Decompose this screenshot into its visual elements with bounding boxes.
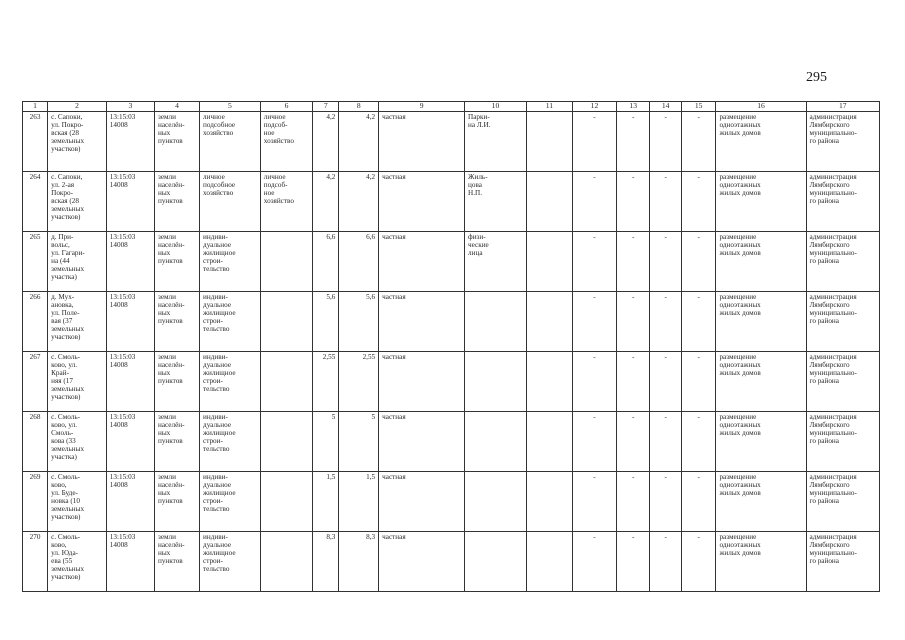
cell-authority: администрация Лямбирского муниципально- го района bbox=[806, 352, 879, 412]
cell-col-11 bbox=[526, 172, 572, 232]
cell-cadastral-quarter: 13:15:03 14008 bbox=[106, 172, 154, 232]
cell-cadastral-quarter: 13:15:03 14008 bbox=[106, 472, 154, 532]
cell-location: с. Смоль- ково, ул. Буде- новка (10 земельных участков) bbox=[48, 472, 107, 532]
cell-permitted-use: индиви- дуальное жилищное строи- тельство bbox=[200, 472, 261, 532]
cell-purpose: размещение одноэтажных жилых домов bbox=[716, 352, 806, 412]
table-row bbox=[23, 112, 880, 172]
cell-area-free: 2,55 bbox=[339, 352, 379, 412]
cell-actual-use bbox=[260, 232, 312, 292]
cell-actual-use bbox=[260, 532, 312, 592]
cell-col-13: - bbox=[616, 352, 650, 412]
cell-number: 264 bbox=[23, 172, 48, 232]
cell-permitted-use: индиви- дуальное жилищное строи- тельство bbox=[200, 352, 261, 412]
cell-col-11 bbox=[526, 472, 572, 532]
cell-number: 265 bbox=[23, 232, 48, 292]
cell-permitted-use: индиви- дуальное жилищное строи- тельство bbox=[200, 412, 261, 472]
cell-col-11 bbox=[526, 292, 572, 352]
cell-col-13: - bbox=[616, 112, 650, 172]
cell-cadastral-quarter: 13:15:03 14008 bbox=[106, 112, 154, 172]
cell-permitted-use: индиви- дуальное жилищное строи- тельство bbox=[200, 532, 261, 592]
table-header bbox=[23, 102, 880, 112]
cell-area-free: 1,5 bbox=[339, 472, 379, 532]
cell-location: д. Мух- ановка, ул. Поле- вая (37 земельных участков) bbox=[48, 292, 107, 352]
page-number: 295 bbox=[806, 70, 827, 85]
cell-permitted-use: индиви- дуальное жилищное строи- тельство bbox=[200, 232, 261, 292]
cell-land-category: земли населён- ных пунктов bbox=[154, 472, 199, 532]
cell-purpose: размещение одноэтажных жилых домов bbox=[716, 472, 806, 532]
cell-col-11 bbox=[526, 232, 572, 292]
cell-purpose: размещение одноэтажных жилых домов bbox=[716, 412, 806, 472]
cell-purpose: размещение одноэтажных жилых домов bbox=[716, 292, 806, 352]
cell-cadastral-quarter: 13:15:03 14008 bbox=[106, 412, 154, 472]
cell-land-category: земли населён- ных пунктов bbox=[154, 112, 199, 172]
header-cell-8: 8 bbox=[339, 102, 379, 112]
cell-area: 5,6 bbox=[313, 292, 339, 352]
cell-col-15: - bbox=[681, 412, 716, 472]
header-cell-2: 2 bbox=[48, 102, 107, 112]
cell-col-15: - bbox=[681, 112, 716, 172]
cell-col-15: - bbox=[681, 292, 716, 352]
cell-location: с. Сапоки, ул. Покро- вская (28 земельных участков) bbox=[48, 112, 107, 172]
cell-actual-use bbox=[260, 412, 312, 472]
cell-col-11 bbox=[526, 412, 572, 472]
cell-area: 2,55 bbox=[313, 352, 339, 412]
land-plots-table bbox=[22, 101, 880, 592]
cell-number: 270 bbox=[23, 532, 48, 592]
cell-col-15: - bbox=[681, 472, 716, 532]
cell-authority: администрация Лямбирского муниципально- го района bbox=[806, 292, 879, 352]
cell-ownership: частная bbox=[379, 232, 465, 292]
cell-permitted-use: личное подсобное хозяйство bbox=[200, 112, 261, 172]
table-row bbox=[23, 472, 880, 532]
cell-land-category: земли населён- ных пунктов bbox=[154, 532, 199, 592]
cell-area-free: 6,6 bbox=[339, 232, 379, 292]
table-row bbox=[23, 232, 880, 292]
cell-owner bbox=[465, 352, 527, 412]
table-row bbox=[23, 292, 880, 352]
cell-area-free: 5,6 bbox=[339, 292, 379, 352]
cell-number: 269 bbox=[23, 472, 48, 532]
cell-ownership: частная bbox=[379, 292, 465, 352]
cell-number: 268 bbox=[23, 412, 48, 472]
cell-cadastral-quarter: 13:15:03 14008 bbox=[106, 532, 154, 592]
cell-col-15: - bbox=[681, 532, 716, 592]
cell-ownership: частная bbox=[379, 412, 465, 472]
header-cell-12: 12 bbox=[572, 102, 616, 112]
cell-col-13: - bbox=[616, 532, 650, 592]
cell-land-category: земли населён- ных пунктов bbox=[154, 232, 199, 292]
cell-land-category: земли населён- ных пунктов bbox=[154, 172, 199, 232]
table-row bbox=[23, 172, 880, 232]
cell-col-12: - bbox=[572, 472, 616, 532]
cell-authority: администрация Лямбирского муниципально- го района bbox=[806, 412, 879, 472]
cell-location: с. Смоль- ково, ул. Юда- ева (55 земельных участков) bbox=[48, 532, 107, 592]
cell-owner: Жиль- цова Н.П. bbox=[465, 172, 527, 232]
cell-col-14: - bbox=[650, 172, 681, 232]
cell-col-14: - bbox=[650, 112, 681, 172]
table-row bbox=[23, 532, 880, 592]
cell-area: 4,2 bbox=[313, 172, 339, 232]
table-row bbox=[23, 352, 880, 412]
cell-col-14: - bbox=[650, 232, 681, 292]
cell-number: 263 bbox=[23, 112, 48, 172]
cell-col-11 bbox=[526, 352, 572, 412]
cell-actual-use bbox=[260, 472, 312, 532]
cell-authority: администрация Лямбирского муниципально- го района bbox=[806, 532, 879, 592]
cell-col-14: - bbox=[650, 352, 681, 412]
cell-ownership: частная bbox=[379, 352, 465, 412]
cell-owner bbox=[465, 532, 527, 592]
header-cell-11: 11 bbox=[526, 102, 572, 112]
table-row bbox=[23, 412, 880, 472]
cell-authority: администрация Лямбирского муниципально- го района bbox=[806, 472, 879, 532]
header-cell-15: 15 bbox=[681, 102, 716, 112]
cell-location: с. Сапоки, ул. 2-ая Покро- вская (28 земельных участков) bbox=[48, 172, 107, 232]
cell-authority: администрация Лямбирского муниципально- го района bbox=[806, 172, 879, 232]
cell-actual-use: личное подсоб- ное хозяйство bbox=[260, 172, 312, 232]
cell-area-free: 5 bbox=[339, 412, 379, 472]
cell-permitted-use: индиви- дуальное жилищное строи- тельство bbox=[200, 292, 261, 352]
cell-actual-use: личное подсоб- ное хозяйство bbox=[260, 112, 312, 172]
cell-col-13: - bbox=[616, 292, 650, 352]
cell-col-14: - bbox=[650, 292, 681, 352]
cell-area-free: 8,3 bbox=[339, 532, 379, 592]
cell-land-category: земли населён- ных пунктов bbox=[154, 352, 199, 412]
cell-owner: Парки- на Л.И. bbox=[465, 112, 527, 172]
cell-permitted-use: личное подсобное хозяйство bbox=[200, 172, 261, 232]
cell-area-free: 4,2 bbox=[339, 172, 379, 232]
cell-location: с. Смоль- ково, ул. Смоль- кова (33 земельных участка) bbox=[48, 412, 107, 472]
cell-col-15: - bbox=[681, 232, 716, 292]
cell-location: с. Смоль- ково, ул. Край- няя (17 земельных участков) bbox=[48, 352, 107, 412]
cell-col-14: - bbox=[650, 532, 681, 592]
cell-owner bbox=[465, 292, 527, 352]
cell-owner bbox=[465, 412, 527, 472]
header-cell-6: 6 bbox=[260, 102, 312, 112]
cell-col-12: - bbox=[572, 232, 616, 292]
cell-col-13: - bbox=[616, 172, 650, 232]
header-cell-16: 16 bbox=[716, 102, 806, 112]
cell-area: 8,3 bbox=[313, 532, 339, 592]
cell-col-12: - bbox=[572, 352, 616, 412]
header-cell-3: 3 bbox=[106, 102, 154, 112]
header-cell-17: 17 bbox=[806, 102, 879, 112]
cell-ownership: частная bbox=[379, 472, 465, 532]
cell-location: д. При- вольс, ул. Гагари- на (44 земельных участка) bbox=[48, 232, 107, 292]
cell-land-category: земли населён- ных пунктов bbox=[154, 412, 199, 472]
cell-col-12: - bbox=[572, 112, 616, 172]
cell-area: 1,5 bbox=[313, 472, 339, 532]
header-cell-4: 4 bbox=[154, 102, 199, 112]
cell-ownership: частная bbox=[379, 112, 465, 172]
cell-number: 267 bbox=[23, 352, 48, 412]
header-cell-9: 9 bbox=[379, 102, 465, 112]
cell-col-13: - bbox=[616, 472, 650, 532]
cell-col-12: - bbox=[572, 532, 616, 592]
cell-owner bbox=[465, 472, 527, 532]
cell-area: 4,2 bbox=[313, 112, 339, 172]
cell-col-14: - bbox=[650, 412, 681, 472]
cell-col-13: - bbox=[616, 232, 650, 292]
cell-area-free: 4,2 bbox=[339, 112, 379, 172]
cell-actual-use bbox=[260, 292, 312, 352]
header-cell-1: 1 bbox=[23, 102, 48, 112]
cell-col-11 bbox=[526, 112, 572, 172]
cell-purpose: размещение одноэтажных жилых домов bbox=[716, 232, 806, 292]
cell-number: 266 bbox=[23, 292, 48, 352]
cell-col-12: - bbox=[572, 172, 616, 232]
cell-area: 5 bbox=[313, 412, 339, 472]
cell-col-13: - bbox=[616, 412, 650, 472]
header-cell-10: 10 bbox=[465, 102, 527, 112]
header-cell-13: 13 bbox=[616, 102, 650, 112]
cell-authority: администрация Лямбирского муниципально- го района bbox=[806, 232, 879, 292]
cell-actual-use bbox=[260, 352, 312, 412]
cell-owner: физи- ческие лица bbox=[465, 232, 527, 292]
cell-col-12: - bbox=[572, 412, 616, 472]
cell-purpose: размещение одноэтажных жилых домов bbox=[716, 532, 806, 592]
cell-col-12: - bbox=[572, 292, 616, 352]
cell-cadastral-quarter: 13:15:03 14008 bbox=[106, 292, 154, 352]
header-cell-7: 7 bbox=[313, 102, 339, 112]
cell-ownership: частная bbox=[379, 172, 465, 232]
header-cell-5: 5 bbox=[200, 102, 261, 112]
cell-purpose: размещение одноэтажных жилых домов bbox=[716, 112, 806, 172]
cell-col-15: - bbox=[681, 172, 716, 232]
cell-col-14: - bbox=[650, 472, 681, 532]
header-cell-14: 14 bbox=[650, 102, 681, 112]
cell-ownership: частная bbox=[379, 532, 465, 592]
cell-col-11 bbox=[526, 532, 572, 592]
cell-purpose: размещение одноэтажных жилых домов bbox=[716, 172, 806, 232]
cell-cadastral-quarter: 13:15:03 14008 bbox=[106, 232, 154, 292]
cell-authority: администрация Лямбирского муниципально- го района bbox=[806, 112, 879, 172]
cell-area: 6,6 bbox=[313, 232, 339, 292]
cell-col-15: - bbox=[681, 352, 716, 412]
cell-cadastral-quarter: 13:15:03 14008 bbox=[106, 352, 154, 412]
cell-land-category: земли населён- ных пунктов bbox=[154, 292, 199, 352]
